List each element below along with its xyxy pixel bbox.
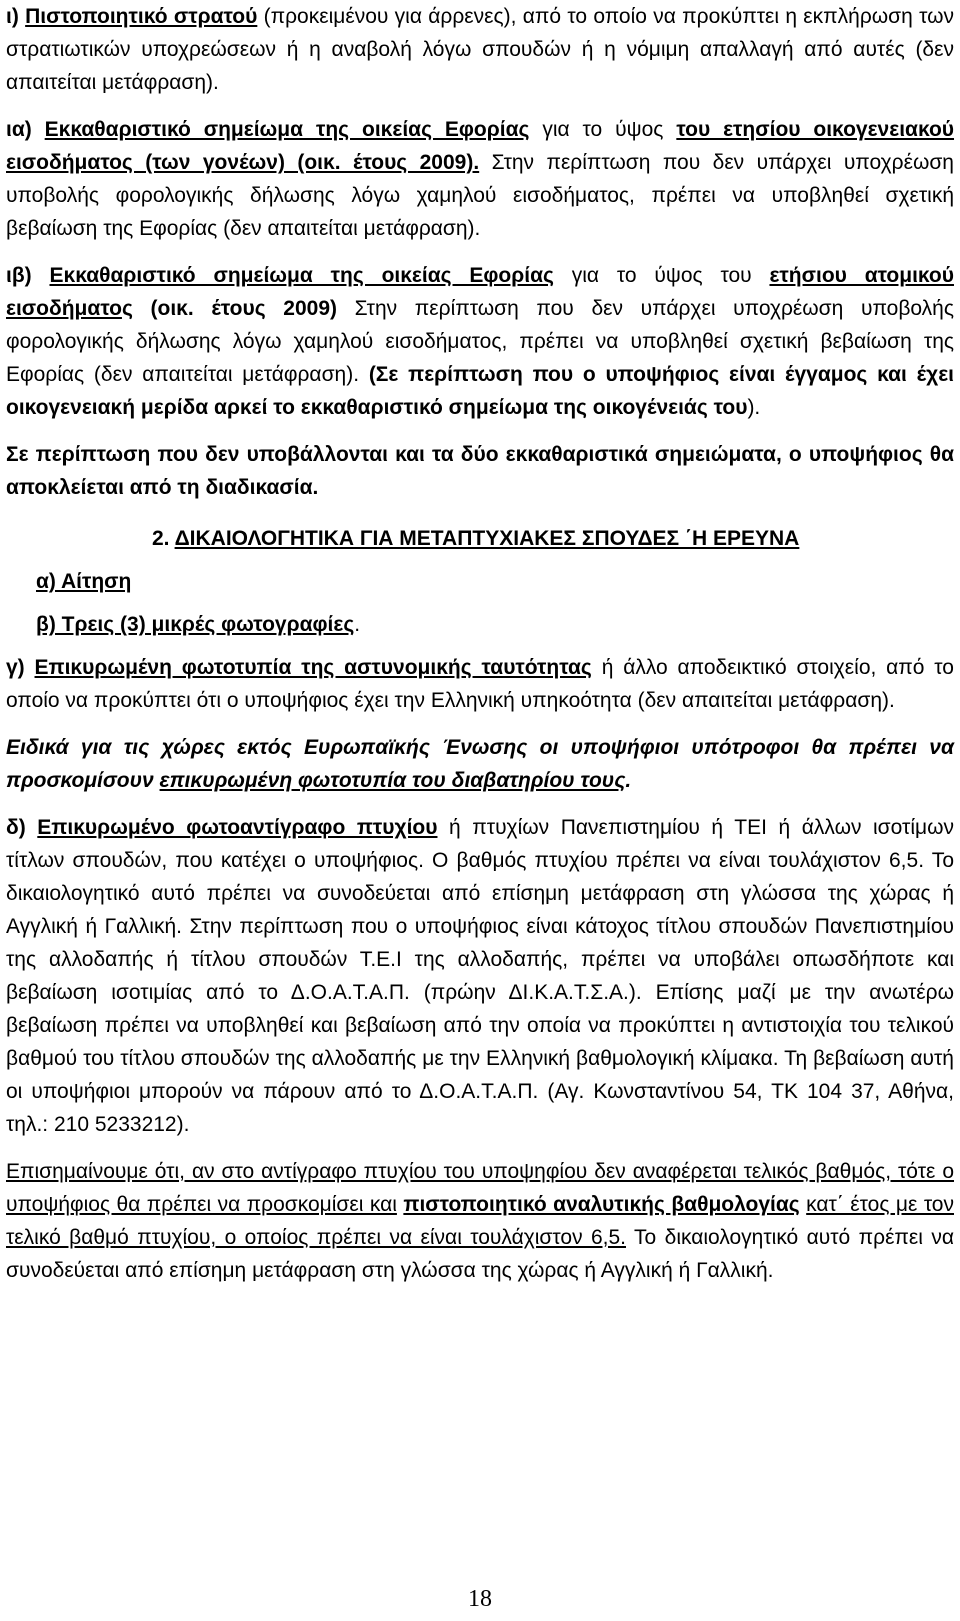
transcript-note-end: κατ΄ έτος με τον τελικό βαθμό πτυχίου, ο οποίος πρέπει να είναι τουλάχιστον 6,5. [6, 1193, 954, 1249]
paragraph-degree-copy [6, 811, 954, 1141]
paragraph-family-tax-statement [6, 113, 954, 245]
item-photos [6, 608, 954, 641]
item-label: ιβ) [6, 264, 32, 287]
item-text: Στην περίπτωση που δεν υπάρχει υποχρέωση υποβολής φορολογικής δήλωσης λόγω χαμηλού εισοδήματος, πρέπει να υποβληθεί σχετική βεβαίωση της Εφορίας (δεν απαιτείται μετάφραση). [6, 297, 954, 386]
paragraph-id-copy [6, 651, 954, 717]
section-heading-2 [6, 522, 954, 555]
paragraph-exclusion-warning: Σε περίπτωση που δεν υποβάλλονται και τα δύο εκκαθαριστικά σημειώματα, ο υποψήφιος θα αποκλείεται από τη διαδικασία. [6, 443, 954, 499]
item-income: ετήσιου ατομικού εισοδήματο [6, 264, 954, 320]
item-title: Εκκαθαριστικό σημείωμα της οικείας Εφορίας [44, 118, 530, 141]
transcript-certificate: πιστοποιητικό αναλυτικής βαθμολογίας [403, 1193, 800, 1216]
item-note: (Σε περίπτωση που ο υποψήφιος είναι έγγαμος και έχει οικογενειακή μερίδα αρκεί το εκκαθαριστικό σημείωμα της οικογένειάς του [6, 363, 954, 419]
paragraph-non-eu-passport [6, 731, 954, 797]
non-eu-passport: επικυρωμένη φωτοτυπία του διαβατηρίου τους [159, 769, 626, 792]
item-application: α) Αίτηση [36, 570, 132, 593]
paragraph-transcript-note [6, 1155, 954, 1287]
non-eu-end: . [625, 769, 632, 792]
item-income-rest: ς (οικ. έτους 2009) [121, 297, 337, 320]
item-text: ή άλλο αποδεικτικό στοιχείο, από το οποίο να προκύπτει ότι ο υποψήφιος έχει την Ελληνική υπηκοότητα (δεν απαιτείται μετάφραση). [6, 656, 954, 712]
non-eu-text: Ειδικά για τις χώρες εκτός Ευρωπαϊκής Ένωσης οι υποψήφιοι υπότροφοι θα πρέπει να προσκομίσουν [6, 736, 954, 792]
item-income: του ετησίου οικογενειακού εισοδήματος (των γονέων) (οικ. έτους 2009). [6, 118, 955, 174]
item-mid: για το ύψος [542, 118, 664, 141]
section-number: 2. [152, 527, 170, 550]
item-label: δ) [6, 816, 26, 839]
paragraph-personal-tax-statement [6, 259, 954, 424]
transcript-translation-text: Το δικαιολογητικό αυτό πρέπει να συνοδεύεται από επίσημη μετάφραση στη γλώσσα της χώρας ή Αγγλική ή Γαλλική. [6, 1226, 954, 1282]
item-title: Επικυρωμένο φωτοαντίγραφο πτυχίου [37, 816, 438, 839]
item-title: Εκκαθαριστικό σημείωμα της οικείας Εφορίας [49, 264, 554, 287]
item-title: Πιστοποιητικό στρατού [25, 5, 258, 28]
item-text: ή πτυχίων Πανεπιστημίου ή ΤΕΙ ή άλλων ισοτίμων τίτλων σπουδών, που κατέχει ο υποψήφιος. Ο βαθμός πτυχίου πρέπει να είναι τουλάχιστον 6,5. Το δικαιολογητικό αυτό πρέπει να συνοδεύεται από επίσημη μετάφραση στη γλώσσα της χώρας ή Αγγλική ή Γαλλική. Στην περίπτωση που ο υποψήφιος είναι κάτοχος τίτλου σπουδών Πανεπιστημίου της αλλοδαπής ή τίτλου σπουδών Τ.Ε.Ι της αλλοδαπής, πρέπει να υποβάλει οπωσδήποτε και βεβαίωση ισοτιμίας από το Δ.Ο.Α.Τ.Α.Π. (πρώην ΔΙ.Κ.Α.Τ.Σ.Α.). Επίσης μαζί με την ανωτέρω βεβαίωση πρέπει να υποβληθεί και βεβαίωση από την οποία να προκύπτει η αντιστοιχία του τελικού βαθμού του τίτλου σπουδών της αλλοδαπής με την Ελληνική βαθμολογική κλίμακα. Τη βεβαίωση αυτή οι υποψήφιοι μπορούν να πάρουν από το Δ.Ο.Α.Τ.Α.Π. (Αγ. Κωνσταντίνου 54, ΤΚ 104 37, Αθήνα, τηλ.: 210 5233212). [6, 816, 954, 1136]
item-mid: για το ύψος του [571, 264, 752, 287]
item-label: ι) [6, 5, 19, 28]
item-label: γ) [6, 656, 25, 679]
item-text: Στην περίπτωση που δεν υπάρχει υποχρέωση υποβολής φορολογικής δήλωσης λόγω χαμηλού εισοδήματος, πρέπει να υποβληθεί σχετική βεβαίωση της Εφορίας (δεν απαιτείται μετάφραση). [6, 151, 954, 240]
section-title: ΔΙΚΑΙΟΛΟΓΗΤΙΚΑ ΓΙΑ ΜΕΤΑΠΤΥΧΙΑΚΕΣ ΣΠΟΥΔΕΣ ΄Η ΕΡΕΥΝΑ [174, 527, 800, 550]
item-title: Επικυρωμένη φωτοτυπία της αστυνομικής ταυτότητας [34, 656, 592, 679]
item-text: (προκειμένου για άρρενες), από το οποίο να προκύπτει η εκπλήρωση των στρατιωτικών υποχρεώσεων ή η αναβολή λόγω σπουδών ή η νόμιμη απαλλαγή από αυτές (δεν απαιτείται μετάφραση). [6, 5, 954, 94]
item-photos-end: . [354, 613, 361, 636]
paragraph-military-certificate [6, 0, 954, 99]
transcript-note-start: Επισημαίνουμε ότι, αν στο αντίγραφο πτυχίου του υποψηφίου δεν αναφέρεται τελικός βαθμός, τότε ο υποψήφιος θα πρέπει να προσκομίσει και [6, 1160, 954, 1216]
item-label: ια) [6, 118, 32, 141]
document-page [6, 0, 954, 1287]
page-number: 18 [468, 1586, 492, 1612]
item-photos-text: β) Τρεις (3) μικρές φωτογραφίες [36, 613, 355, 636]
item-note-end: ). [747, 396, 761, 419]
